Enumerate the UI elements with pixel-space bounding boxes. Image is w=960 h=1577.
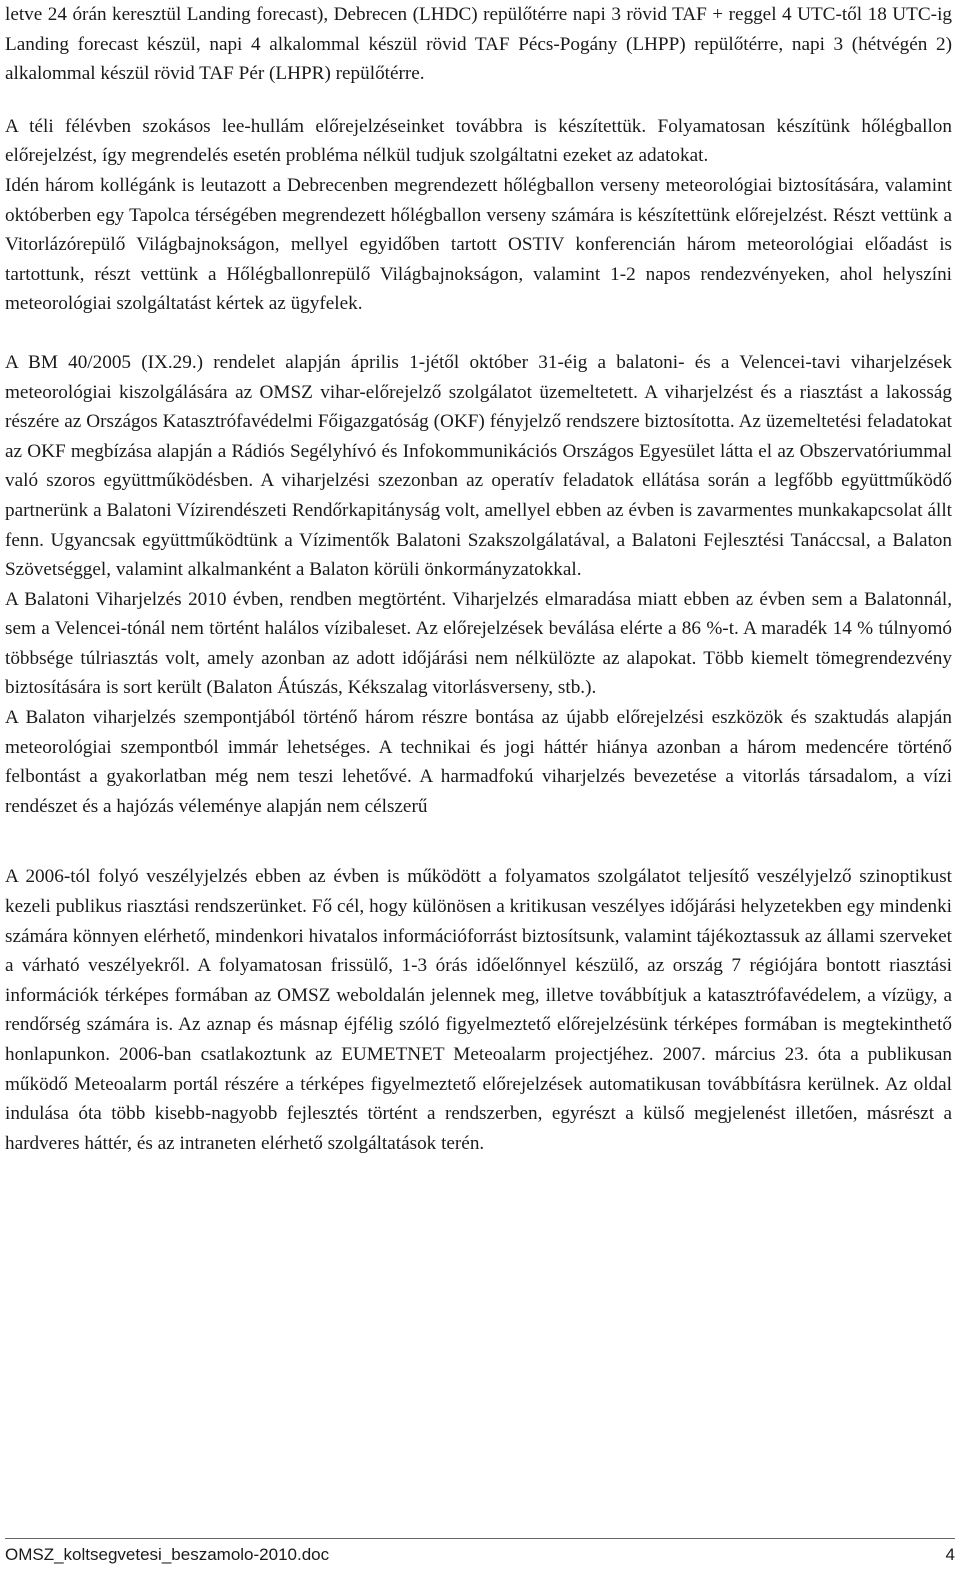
document-body (5, 0, 952, 1158)
paragraph-storm-warning-service: A BM 40/2005 (IX.29.) rendelet alapján április 1-jétől október 31-éig a balatoni- és a Velencei-tavi viharjelzések meteorológiai kiszolgálására az OMSZ vihar-előrejelző szolgálatot üzemeltetett. A viharjelzést és a riasztást a lakosság részére az Országos Katasztrófavédelmi Főigazgatóság (OKF) fényjelző rendszere biztosította. Az üzemeltetési feladatokat az OKF megbízása alapján a Rádiós Segélyhívó és Infokommunikációs Országos Egyesület látta el az Obszervatóriummal való szoros együttműködésben. A viharjelzési szezonban az operatív feladatok ellátása során a legfőbb együttműködő partnerünk a Balatoni Vízirendészeti Rendőrkapitányság volt, amellyel ebben az évben is zavarmentes munkakapcsolat állt fenn. Ugyancsak együttműködtünk a Vízimentők Balatoni Szakszolgálatával, a Balatoni Fejlesztési Tanáccsal, a Balaton Szövetséggel, valamint alkalmanként a Balaton körüli önkormányzatokkal. (5, 351, 952, 581)
paragraph-hazard-warning-system: A 2006-tól folyó veszélyjelzés ebben az évben is működött a folyamatos szolgálatot teljesítő veszélyjelző szinoptikust kezeli publikus riasztási rendszerünket. Fő cél, hogy különösen a kritikusan veszélyes időjárási helyzetekben egy mindenki számára könnyen elérhető, mindenkori hivatalos információforrást biztosítsunk, valamint tájékoztassuk az állami szerveket a várható veszélyekről. A folyamatosan frissülő, 1-3 órás időelőnnyel készülő, az ország 7 régiójára bontott riasztási információk térképes formában az OMSZ weboldalán jelennek meg, illetve továbbítjuk a katasztrófavédelem, a vízügy, a rendőrség számára is. Az aznap és másnap éjfélig szóló figyelmeztető előrejelzésünk térképes formában is megtekinthető honlapunkon. 2006-ban csatlakoztunk az EUMETNET Meteoalarm projectjéhez. 2007. március 23. óta a publikusan működő Meteoalarm portál részére a térképes figyelmeztető előrejelzések automatikusan továbbításra kerülnek. Az oldal indulása óta több kisebb-nagyobb fejlesztés történt a rendszerben, egyrészt a külső megjelenést illetően, másrészt a hardveres háttér, és az intraneten elérhető szolgáltatások terén. (5, 866, 952, 1154)
paragraph-balaton-three-parts: A Balaton viharjelzés szempontjából történő három részre bontása az újabb előrejelzési eszközök és szaktudás alapján meteorológiai szempontból immár lehetséges. A technikai és jogi háttér hiánya azonban a három medencére történő felbontást a gyakorlatban még nem teszi lehetővé. A harmadfokú viharjelzés bevezetése a vitorlás társadalom, a vízi rendészet és a hajózás véleménye alapján nem célszerű (5, 707, 952, 817)
page-footer (5, 1538, 955, 1566)
paragraph-airport-taf: letve 24 órán keresztül Landing forecast), Debrecen (LHDC) repülőtérre napi 3 rövid TAF + reggel 4 UTC-től 18 UTC-ig Landing forecast készül, napi 4 alkalommal készül rövid TAF Pécs-Pogány (LHPP) repülőtérre, napi 3 (hétvégén 2) alkalommal készül rövid TAF Pér (LHPR) repülőtérre. (5, 4, 952, 85)
paragraph-events: Idén három kollégánk is leutazott a Debrecenben megrendezett hőlégballon verseny meteorológiai biztosítására, valamint októberben egy Tapolca térségében megrendezett hőlégballon verseny számára is készítettünk előrejelzést. Részt vettünk a Vitorlázórepülő Világbajnokságon, mellyel egyidőben tartott OSTIV konferencián három meteorológiai előadást is tartottunk, részt vettünk a Hőlégballonrepülő Világbajnokságon, valamint 1-2 napos rendezvényeken, ahol helyszíni meteorológiai szolgáltatást kértek az ügyfelek. (5, 174, 952, 315)
footer-filename: OMSZ_koltsegvetesi_beszamolo-2010.doc (5, 1545, 330, 1564)
paragraph-storm-warning-results: A Balatoni Viharjelzés 2010 évben, rendben megtörtént. Viharjelzés elmaradása miatt ebben az évben sem a Balatonnál, sem a Velencei-tónál nem történt halálos vízibaleset. Az előrejelzések beválása elérte a 86 %-t. A maradék 14 % túlnyomó többsége túlriasztás volt, amely azonban az adott időjárási nem nélkülözte az alapokat. Több kiemelt tömegrendezvény biztosítására is sort került (Balaton Átúszás, Kékszalag vitorlásverseny, stb.). (5, 588, 952, 699)
paragraph-lee-wave-balloon: A téli félévben szokásos lee-hullám előrejelzéseinket továbbra is készítettük. Folyamatosan készítünk hőlégballon előrejelzést, így megrendelés esetén probléma nélkül tudjuk szolgáltatni ezeket az adatokat. (5, 115, 952, 167)
footer-page-number: 4 (945, 1545, 955, 1564)
